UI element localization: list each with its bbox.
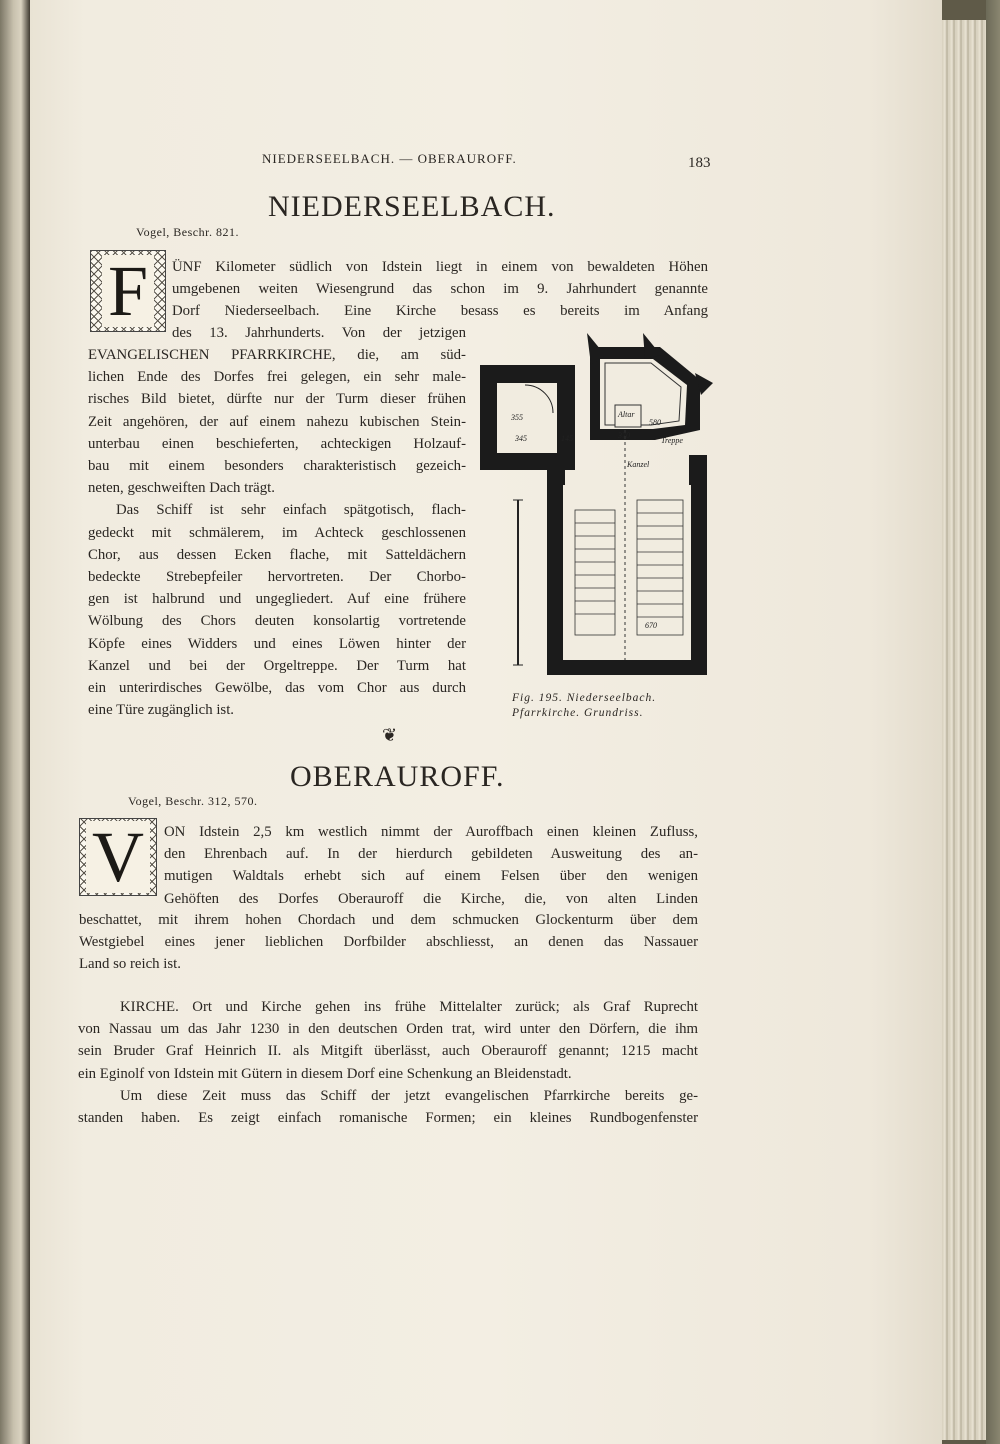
text-line: standen haben. Es zeigt einfach romanische Formen; ein kleines Rundbogenfenster <box>78 1110 698 1127</box>
decorated-initial-f: F <box>90 250 166 332</box>
floor-plan-figure <box>475 325 720 685</box>
paragraph-intro-a <box>172 256 708 323</box>
text-line: Um diese Zeit muss das Schiff der jetzt evangelischen Pfarrkirche bereits ge- <box>120 1087 698 1104</box>
text-line: ÜNF Kilometer südlich von Idstein liegt in einem von bewaldeten Höhen <box>172 259 708 275</box>
text-line: Land so reich ist. <box>79 956 181 973</box>
text-line: bedeckte Strebepfeiler hervortreten. Der Chorbo- <box>88 569 466 586</box>
left-page-edge <box>0 0 30 1444</box>
page-number: 183 <box>688 155 711 171</box>
text-line: KIRCHE. Ort und Kirche gehen ins frühe Mittelalter zurück; als Graf Ruprecht <box>120 999 698 1015</box>
section-title-niederseelbach: NIEDERSEELBACH. <box>268 190 556 223</box>
text-line: mutigen Waldtals erhebt sich auf einem Felsen über den wenigen <box>164 868 698 885</box>
paragraph-body-1 <box>88 344 466 721</box>
altar-label: Altar <box>618 410 635 419</box>
text-line: gedeckt mit schmälerem, im Achteck geschlossenen <box>88 524 466 541</box>
pews-right <box>637 500 683 635</box>
treppe-label: Treppe <box>661 436 683 445</box>
text-line: von Nassau um das Jahr 1230 in den deutschen Orden trat, wird unter den Dörfern, die ihm <box>78 1021 698 1038</box>
decorated-initial-v: V <box>79 818 157 896</box>
dim-145: 145 <box>561 434 573 443</box>
reference-niederseelbach: Vogel, Beschr. 821. <box>136 225 239 239</box>
running-header: NIEDERSEELBACH. — OBERAUROFF. <box>262 151 517 166</box>
text-line: Zeit angehören, der auf einem nahezu kubischen Stein- <box>88 413 466 430</box>
text-line: unterbau einen beschieferten, achteckigen Holzauf- <box>88 435 466 452</box>
text-line: neten, geschweiften Dach trägt. <box>88 480 275 497</box>
pews-left <box>575 510 615 635</box>
dim-670: 670 <box>645 621 657 630</box>
reference-oberauroff: Vogel, Beschr. 312, 570. <box>128 794 258 808</box>
text-line: Wölbung des Chors deuten konsolartig vortretende <box>88 613 466 630</box>
paragraph-intro-b <box>172 322 466 344</box>
tower-interior <box>497 383 557 453</box>
dim-345: 345 <box>515 434 527 443</box>
text-line: sein Bruder Graf Heinrich II. als Mitgift überlässt, auch Oberauroff genannt; 1215 macht <box>78 1043 698 1060</box>
text-line: Kanzel und bei der Orgeltreppe. Der Turm hat <box>88 657 466 674</box>
text-line: ein unterirdisches Gewölbe, das vom Chor aus durch <box>88 680 466 697</box>
book-cover <box>986 0 1000 1444</box>
text-line: risches Bild bietet, dürfte nur der Turm dieser frühen <box>88 391 466 408</box>
text-line: Das Schiff ist sehr einfach spätgotisch, flach- <box>116 502 466 519</box>
text-line: Dorf Niederseelbach. Eine Kirche besass es bereits im Anfang <box>172 303 708 320</box>
dim-355: 355 <box>511 413 523 422</box>
ornament-icon: ❦ <box>382 725 398 745</box>
section-title-oberauroff: OBERAUROFF. <box>290 760 505 793</box>
text-line: EVANGELISCHEN PFARRKIRCHE, die, am süd- <box>88 347 466 363</box>
text-line: den Ehrenbach auf. In der hierdurch gebildeten Ausweitung des an- <box>164 846 698 863</box>
text-line: des 13. Jahrhunderts. Von der jetzigen <box>172 325 466 341</box>
paragraph-kirche <box>78 996 698 1129</box>
figure-caption <box>512 691 656 721</box>
text-line: Chor, aus dessen Ecken flache, mit Satteldächern <box>88 546 466 563</box>
text-line: gen ist halbrund und ungegliedert. Auf eine frühere <box>88 591 466 608</box>
text-line: bau mit einem besonders charakteristisch gezeich- <box>88 458 466 475</box>
text-line: ein Eginolf von Idstein mit Gütern in diesem Dorf eine Schenkung an Bleidenstadt. <box>78 1065 572 1082</box>
paragraph-oberauroff-a <box>164 821 698 910</box>
caption-line-1: Fig. 195. Niederseelbach. <box>512 692 657 704</box>
caption-line-2: Pfarrkirche. Grundriss. <box>512 707 644 719</box>
text-line: umgebenen weiten Wiesengrund das schon im 9. Jahrhundert genannte <box>172 281 708 298</box>
text-line: Gehöften des Dorfes Oberauroff die Kirche, die, von alten Linden <box>164 890 698 907</box>
text-line: Köpfe eines Widders und eines Löwen hinter der <box>88 635 466 652</box>
dim-580: 580 <box>649 418 661 427</box>
kanzel-label: Kanzel <box>627 460 650 469</box>
text-line: beschattet, mit ihrem hohen Chordach und dem schmucken Glockenturm über dem <box>79 912 698 928</box>
dim-370: 370 <box>618 431 630 440</box>
text-line: eine Türe zugänglich ist. <box>88 702 235 719</box>
text-line: lichen Ende des Dorfes frei gelegen, ein sehr male- <box>88 369 466 386</box>
text-line: Westgiebel eines jener lieblichen Dorfbilder abschliesst, an denen das Nassauer <box>79 934 698 951</box>
text-line: ON Idstein 2,5 km westlich nimmt der Auroffbach einen kleinen Zufluss, <box>164 824 698 840</box>
paragraph-oberauroff-b <box>79 909 698 976</box>
